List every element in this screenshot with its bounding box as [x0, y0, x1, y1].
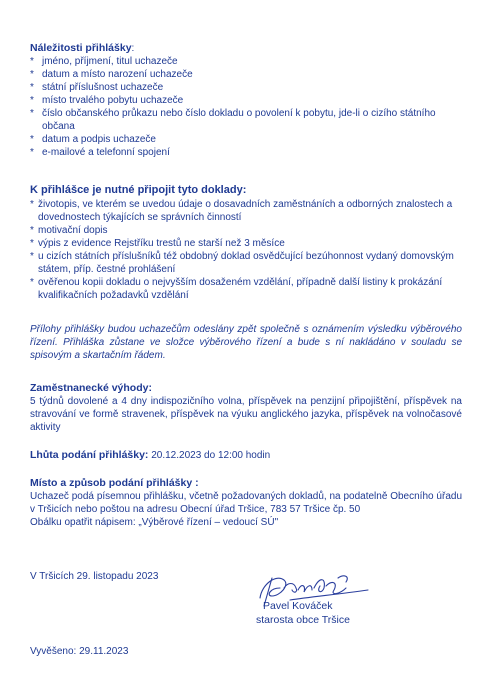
signatory-role: starosta obce Tršice — [256, 614, 350, 626]
requirements-section — [30, 42, 462, 159]
benefits-heading: Zaměstnanecké výhody: — [30, 382, 152, 394]
requirement-item: * datum a podpis uchazeče — [30, 133, 462, 146]
attachments-section — [30, 184, 462, 302]
requirements-list — [30, 55, 462, 159]
attachment-item: * ověřenou kopii dokladu o nejvyšším dosaženém vzdělání, případně další listiny k prokázání kvalifikačních požadavků vzdělání — [30, 276, 462, 302]
posted-date: Vyvěšeno: 29.11.2023 — [30, 646, 129, 657]
attachments-heading: K přihlášce je nutné připojit tyto doklady: — [30, 184, 247, 196]
submission-text: Uchazeč podá písemnou přihlášku, včetně požadovaných dokladů, na podatelně Obecního úřadu v Tršicích nebo poštou na adresu Obecní úřad Tršice, 783 57 Tršice čp. 50 — [30, 491, 462, 515]
deadline-line — [30, 449, 462, 462]
attachments-note: Přílohy přihlášky budou uchazečům odeslány zpět společně s oznámením výsledku výběrového řízení. Přihláška zůstane ve složce výběrového řízení a bude s ní nakládáno v souladu se spisovým a skartačním řádem. — [30, 324, 462, 361]
place-date: V Tršicích 29. listopadu 2023 — [30, 571, 159, 582]
requirement-item: * státní příslušnost uchazeče — [30, 81, 462, 94]
requirements-heading: Náležitosti přihlášky: — [30, 42, 135, 54]
signature-block — [250, 560, 380, 640]
submission-heading: Místo a způsob podání přihlášky : — [30, 477, 199, 489]
attachment-item: * motivační dopis — [30, 224, 462, 237]
attachments-list — [30, 198, 462, 302]
deadline-label: Lhůta podání přihlášky: — [30, 449, 149, 461]
deadline-value: 20.12.2023 do 12:00 hodin — [151, 450, 271, 461]
benefits-text: 5 týdnů dovolené a 4 dny indispozičního volna, příspěvek na penzijní připojištění, příspěvek na stravování ve formě stravenek, příspěvek na výuku anglického jazyka, příspěvek na volnočasové aktivity — [30, 396, 462, 433]
requirement-item: * jméno, příjmení, titul uchazeče — [30, 55, 462, 68]
envelope-text: Obálku opatřit nápisem: „Výběrové řízení – vedoucí SÚ" — [30, 517, 279, 528]
attachment-item: * životopis, ve kterém se uvedou údaje o dosavadních zaměstnáních a odborných znalostech a dovednostech týkajících se správních činností — [30, 198, 462, 224]
attachment-item: * výpis z evidence Rejstříku trestů ne starší než 3 měsíce — [30, 237, 462, 250]
requirement-item: * e-mailové a telefonní spojení — [30, 146, 462, 159]
attachment-item: * u cizích státních příslušníků též obdobný doklad osvědčující bezúhonnost vydaný domovským státem, příp. čestné prohlášení — [30, 250, 462, 276]
submission-section — [30, 477, 462, 529]
requirement-item: * místo trvalého pobytu uchazeče — [30, 94, 462, 107]
requirement-item: * číslo občanského průkazu nebo číslo dokladu o povolení k pobytu, jde-li o cizího státního občana — [30, 107, 462, 133]
requirement-item: * datum a místo narození uchazeče — [30, 68, 462, 81]
signatory-name: Pavel Kováček — [263, 600, 333, 612]
benefits-section — [30, 382, 462, 434]
